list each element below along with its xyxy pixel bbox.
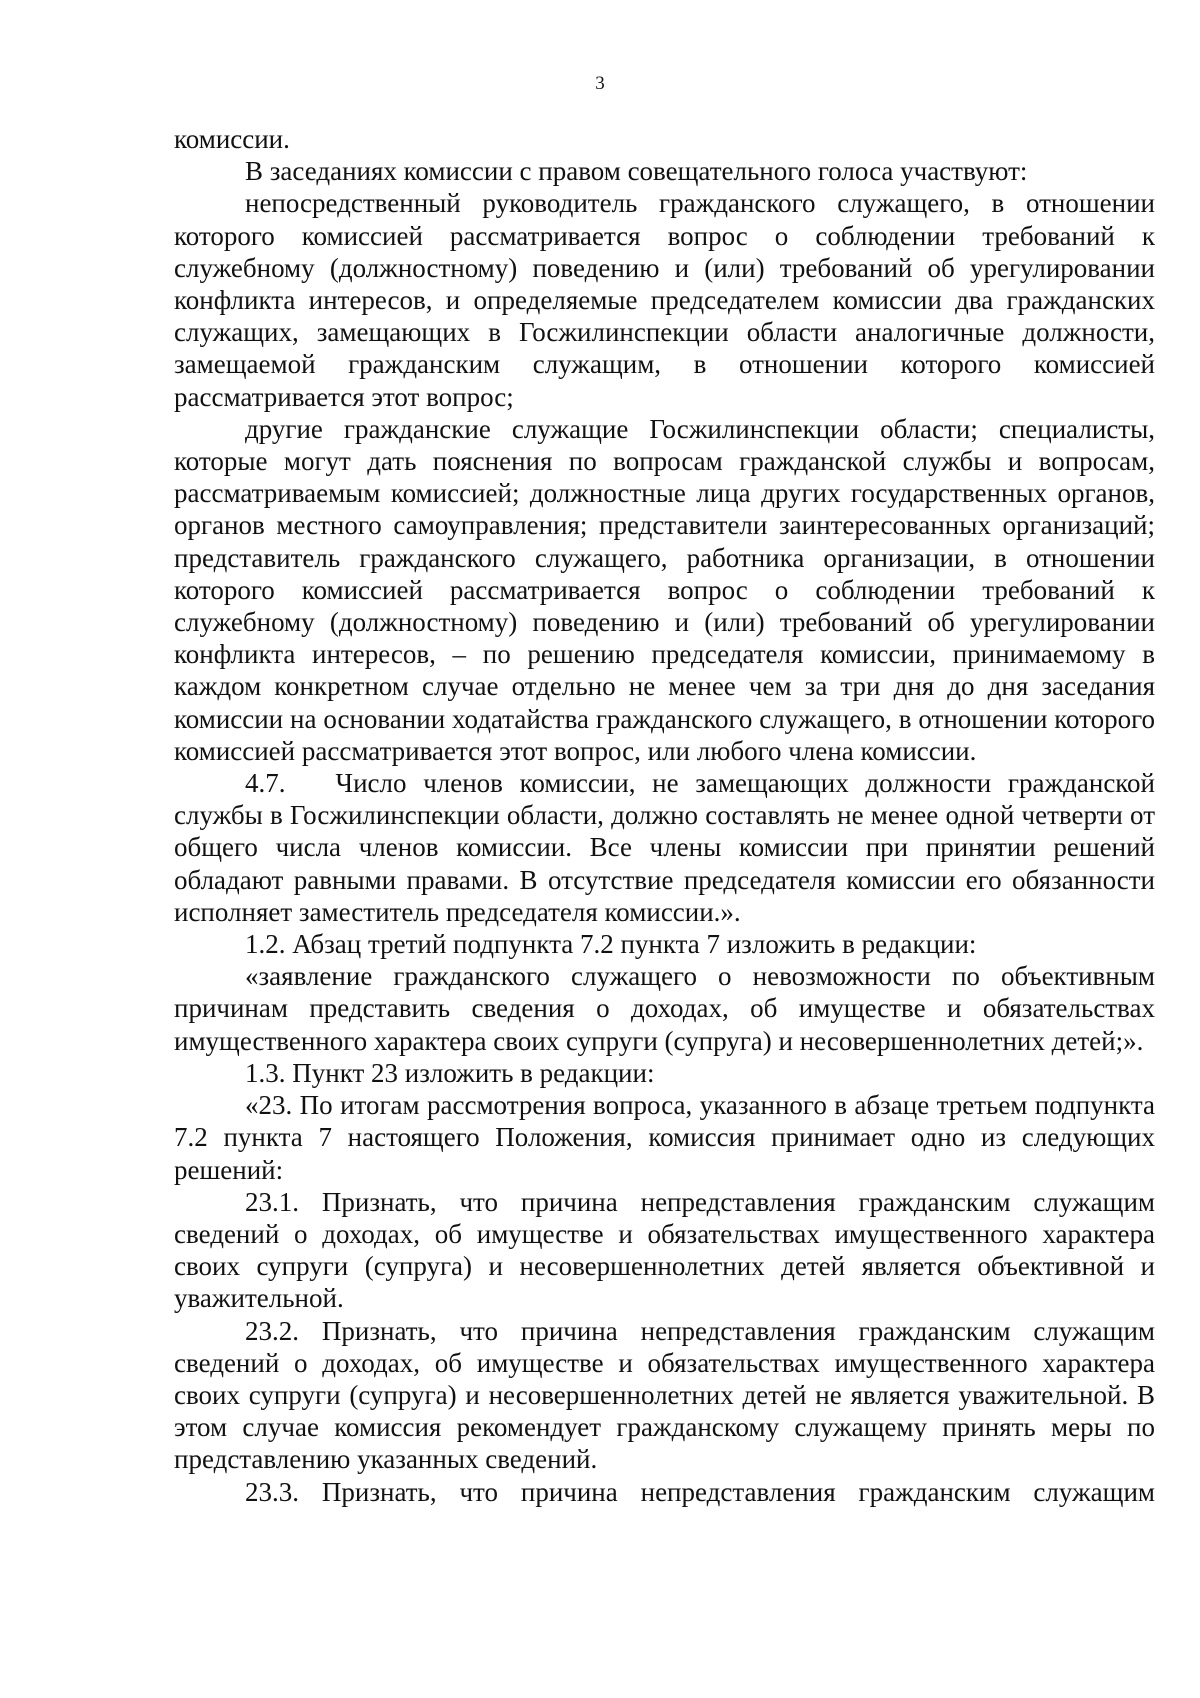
- paragraph: 23.3. Признать, что причина непредставления гражданским служащим: [245, 1476, 1155, 1507]
- paragraph: 23.2. Признать, что причина непредставления гражданским служащим сведений о доходах, об имуществе и обязательствах имущественного характера своих супруги (супруга) и несовершеннолетних детей не является уважительной. В этом случае комиссия рекомендует гражданскому служащему принять меры по представлению указанных сведений.: [174, 1315, 1155, 1475]
- paragraph: 4.7. Число членов комиссии, не замещающих должности гражданской службы в Госжилинспекции области, должно составлять не менее одной четверти от общего числа членов комиссии. Все члены комиссии при принятии решений обладают равными правами. В отсутствие председателя комиссии его обязанности исполняет заместитель председателя комиссии.».: [174, 768, 1162, 927]
- paragraph: непосредственный руководитель гражданского служащего, в отношении которого комиссией рассматривается вопрос о соблюдении требований к служебному (должностному) поведению и (или) требований об урегулировании конфликта интересов, и определяемые председателем комиссии два гражданских служащих, замещающих в Госжилинспекции области аналогичные должности, замещаемой гражданским служащим, в отношении которого комиссией рассматривается этот вопрос;: [174, 188, 1155, 412]
- paragraph: «23. По итогам рассмотрения вопроса, указанного в абзаце третьем подпункта 7.2 пункта 7 настоящего Положения, комиссия принимает одно из следующих решений:: [174, 1090, 1155, 1185]
- paragraph: 1.3. Пункт 23 изложить в редакции:: [245, 1057, 655, 1088]
- paragraph: «заявление гражданского служащего о невозможности по объективным причинам представить сведения о доходах, об имуществе и обязательствах имущественного характера своих супруги (супруга) и несовершеннолетних детей;».: [174, 961, 1155, 1056]
- paragraph: В заседаниях комиссии с правом совещательного голоса участвуют:: [245, 156, 1028, 187]
- paragraph: комиссии.: [174, 124, 290, 154]
- page-number: 3: [595, 73, 605, 94]
- paragraph: 1.2. Абзац третий подпункта 7.2 пункта 7 изложить в редакции:: [245, 929, 977, 960]
- paragraph: другие гражданские служащие Госжилинспекции области; специалисты, которые могут дать пояснения по вопросам гражданской службы и вопросам, рассматриваемым комиссией; должностные лица других государственных органов, органов местного самоуправления; представители заинтересованных организаций; представитель гражданского служащего, работника организации, в отношении которого комиссией рассматривается вопрос о соблюдении требований к служебному (должностному) поведению и (или) требований об урегулировании конфликта интересов, – по решению председателя комиссии, принимаемому в каждом конкретном случае отдельно не менее чем за три дня до дня заседания комиссии на основании ходатайства гражданского служащего, в отношении которого комиссией рассматривается этот вопрос, или любого члена комиссии.: [174, 413, 1155, 766]
- paragraph: 23.1. Признать, что причина непредставления гражданским служащим сведений о доходах, об имуществе и обязательствах имущественного характера своих супруги (супруга) и несовершеннолетних детей является объективной и уважительной.: [174, 1186, 1155, 1314]
- document-body: [174, 123, 1162, 1508]
